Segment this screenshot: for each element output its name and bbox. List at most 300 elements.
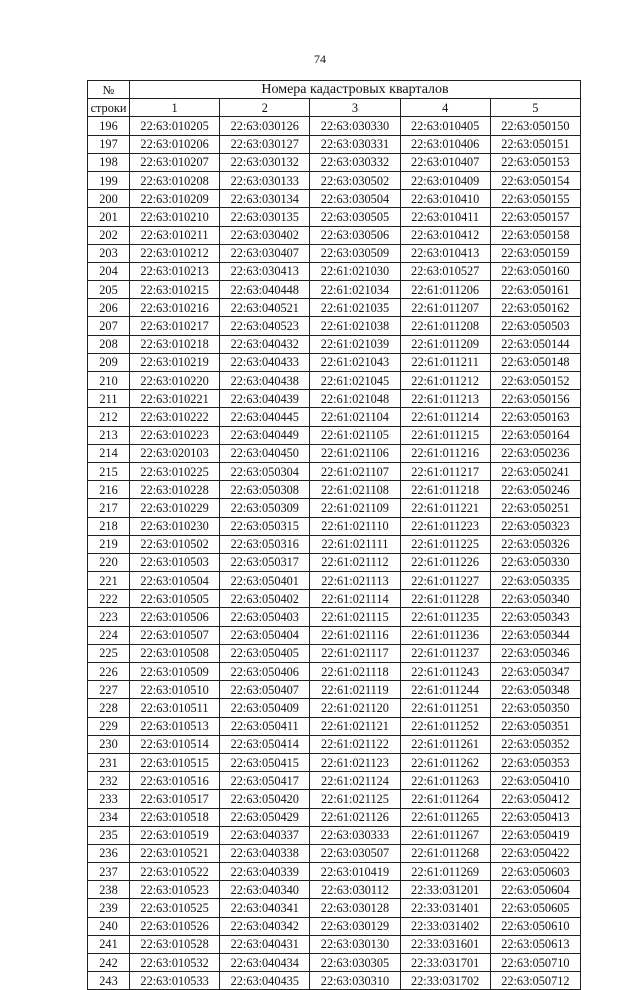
row-number-cell: 230 bbox=[88, 735, 130, 753]
cadastral-number-cell: 22:63:010210 bbox=[130, 208, 220, 226]
cadastral-number-cell: 22:63:030402 bbox=[220, 226, 310, 244]
cadastral-number-cell: 22:63:050422 bbox=[490, 844, 580, 862]
row-number-cell: 214 bbox=[88, 444, 130, 462]
cadastral-number-cell: 22:63:050309 bbox=[220, 499, 310, 517]
cadastral-number-cell: 22:63:050330 bbox=[490, 553, 580, 571]
cadastral-number-cell: 22:63:010505 bbox=[130, 590, 220, 608]
row-number-cell: 218 bbox=[88, 517, 130, 535]
cadastral-number-cell: 22:61:011244 bbox=[400, 681, 490, 699]
cadastral-number-cell: 22:63:010502 bbox=[130, 535, 220, 553]
cadastral-number-cell: 22:63:030132 bbox=[220, 153, 310, 171]
cadastral-number-cell: 22:63:050159 bbox=[490, 244, 580, 262]
cadastral-number-cell: 22:61:021108 bbox=[310, 481, 400, 499]
cadastral-number-cell: 22:63:040435 bbox=[220, 972, 310, 990]
cadastral-number-cell: 22:63:010216 bbox=[130, 299, 220, 317]
cadastral-number-cell: 22:63:050417 bbox=[220, 772, 310, 790]
row-number-cell: 237 bbox=[88, 863, 130, 881]
cadastral-number-cell: 22:63:040523 bbox=[220, 317, 310, 335]
cadastral-number-cell: 22:63:010419 bbox=[310, 863, 400, 881]
row-number-cell: 224 bbox=[88, 626, 130, 644]
cadastral-number-cell: 22:61:011226 bbox=[400, 553, 490, 571]
row-number-cell: 206 bbox=[88, 299, 130, 317]
table-row bbox=[88, 826, 581, 844]
cadastral-number-cell: 22:61:011267 bbox=[400, 826, 490, 844]
cadastral-number-cell: 22:63:030130 bbox=[310, 935, 400, 953]
cadastral-number-cell: 22:61:021121 bbox=[310, 717, 400, 735]
cadastral-number-cell: 22:63:050158 bbox=[490, 226, 580, 244]
cadastral-number-cell: 22:61:021114 bbox=[310, 590, 400, 608]
cadastral-number-cell: 22:63:010218 bbox=[130, 335, 220, 353]
cadastral-number-cell: 22:63:050148 bbox=[490, 353, 580, 371]
cadastral-number-cell: 22:63:020103 bbox=[130, 444, 220, 462]
cadastral-number-cell: 22:63:010519 bbox=[130, 826, 220, 844]
row-number-cell: 231 bbox=[88, 753, 130, 771]
cadastral-number-cell: 22:63:050411 bbox=[220, 717, 310, 735]
table-row bbox=[88, 663, 581, 681]
cadastral-number-cell: 22:63:010406 bbox=[400, 135, 490, 153]
row-number-cell: 201 bbox=[88, 208, 130, 226]
cadastral-number-cell: 22:61:021125 bbox=[310, 790, 400, 808]
cadastral-number-cell: 22:61:011237 bbox=[400, 644, 490, 662]
cadastral-number-cell: 22:63:010412 bbox=[400, 226, 490, 244]
cadastral-number-cell: 22:63:050406 bbox=[220, 663, 310, 681]
row-number-header: № bbox=[88, 81, 130, 99]
cadastral-number-cell: 22:63:030135 bbox=[220, 208, 310, 226]
cadastral-number-cell: 22:63:010516 bbox=[130, 772, 220, 790]
cadastral-number-cell: 22:61:021119 bbox=[310, 681, 400, 699]
table-row bbox=[88, 462, 581, 480]
table-body bbox=[88, 117, 581, 990]
cadastral-number-cell: 22:63:030330 bbox=[310, 117, 400, 135]
table-row bbox=[88, 735, 581, 753]
cadastral-number-cell: 22:63:050340 bbox=[490, 590, 580, 608]
cadastral-number-cell: 22:61:021107 bbox=[310, 462, 400, 480]
cadastral-number-cell: 22:63:010522 bbox=[130, 863, 220, 881]
cadastral-number-cell: 22:63:050152 bbox=[490, 372, 580, 390]
cadastral-number-cell: 22:61:021111 bbox=[310, 535, 400, 553]
cadastral-number-cell: 22:63:030506 bbox=[310, 226, 400, 244]
page-number: 74 bbox=[314, 52, 326, 66]
cadastral-number-cell: 22:63:040449 bbox=[220, 426, 310, 444]
table-row bbox=[88, 372, 581, 390]
cadastral-number-cell: 22:63:010230 bbox=[130, 517, 220, 535]
row-number-cell: 228 bbox=[88, 699, 130, 717]
cadastral-number-cell: 22:63:050605 bbox=[490, 899, 580, 917]
cadastral-number-cell: 22:61:011261 bbox=[400, 735, 490, 753]
cadastral-number-cell: 22:33:031201 bbox=[400, 881, 490, 899]
cadastral-number-cell: 22:63:030332 bbox=[310, 153, 400, 171]
cadastral-number-cell: 22:63:010223 bbox=[130, 426, 220, 444]
cadastral-number-cell: 22:63:030129 bbox=[310, 917, 400, 935]
row-number-cell: 243 bbox=[88, 972, 130, 990]
cadastral-number-cell: 22:33:031702 bbox=[400, 972, 490, 990]
cadastral-number-cell: 22:63:050335 bbox=[490, 572, 580, 590]
cadastral-number-cell: 22:61:021038 bbox=[310, 317, 400, 335]
table-row bbox=[88, 972, 581, 990]
cadastral-number-cell: 22:63:010409 bbox=[400, 171, 490, 189]
cadastral-number-cell: 22:63:030504 bbox=[310, 190, 400, 208]
cadastral-number-cell: 22:63:050409 bbox=[220, 699, 310, 717]
cadastral-number-cell: 22:63:040521 bbox=[220, 299, 310, 317]
cadastral-number-cell: 22:63:030505 bbox=[310, 208, 400, 226]
cadastral-number-cell: 22:61:011227 bbox=[400, 572, 490, 590]
cadastral-number-cell: 22:61:021104 bbox=[310, 408, 400, 426]
cadastral-number-cell: 22:63:050401 bbox=[220, 572, 310, 590]
table-row bbox=[88, 117, 581, 135]
cadastral-number-cell: 22:63:040338 bbox=[220, 844, 310, 862]
cadastral-number-cell: 22:63:010411 bbox=[400, 208, 490, 226]
table-row bbox=[88, 171, 581, 189]
table-row bbox=[88, 753, 581, 771]
table-row bbox=[88, 190, 581, 208]
cadastral-number-cell: 22:63:030507 bbox=[310, 844, 400, 862]
cadastral-number-cell: 22:63:010208 bbox=[130, 171, 220, 189]
cadastral-number-cell: 22:63:050156 bbox=[490, 390, 580, 408]
table-row bbox=[88, 408, 581, 426]
cadastral-number-cell: 22:63:050613 bbox=[490, 935, 580, 953]
cadastral-number-cell: 22:33:031601 bbox=[400, 935, 490, 953]
row-number-cell: 200 bbox=[88, 190, 130, 208]
cadastral-quarters-table bbox=[87, 80, 581, 990]
cadastral-number-cell: 22:61:011212 bbox=[400, 372, 490, 390]
cadastral-number-cell: 22:63:030112 bbox=[310, 881, 400, 899]
cadastral-number-cell: 22:61:011262 bbox=[400, 753, 490, 771]
cadastral-number-cell: 22:63:010503 bbox=[130, 553, 220, 571]
cadastral-number-cell: 22:63:030134 bbox=[220, 190, 310, 208]
cadastral-number-cell: 22:63:050402 bbox=[220, 590, 310, 608]
table-row bbox=[88, 444, 581, 462]
table-row bbox=[88, 863, 581, 881]
cadastral-number-cell: 22:63:050410 bbox=[490, 772, 580, 790]
row-number-cell: 210 bbox=[88, 372, 130, 390]
table-row bbox=[88, 208, 581, 226]
cadastral-number-cell: 22:63:030305 bbox=[310, 954, 400, 972]
cadastral-number-cell: 22:63:040431 bbox=[220, 935, 310, 953]
table-row bbox=[88, 917, 581, 935]
cadastral-number-cell: 22:61:011214 bbox=[400, 408, 490, 426]
row-label-header: строки bbox=[88, 99, 130, 117]
cadastral-number-cell: 22:63:010209 bbox=[130, 190, 220, 208]
row-number-cell: 204 bbox=[88, 262, 130, 280]
cadastral-number-cell: 22:63:040450 bbox=[220, 444, 310, 462]
cadastral-number-cell: 22:63:050323 bbox=[490, 517, 580, 535]
table-row bbox=[88, 535, 581, 553]
cadastral-number-cell: 22:63:010213 bbox=[130, 262, 220, 280]
table-row bbox=[88, 244, 581, 262]
cadastral-number-cell: 22:63:010525 bbox=[130, 899, 220, 917]
row-number-cell: 205 bbox=[88, 281, 130, 299]
cadastral-number-cell: 22:61:021120 bbox=[310, 699, 400, 717]
cadastral-number-cell: 22:63:010212 bbox=[130, 244, 220, 262]
cadastral-number-cell: 22:63:010528 bbox=[130, 935, 220, 953]
table-row bbox=[88, 899, 581, 917]
table-row bbox=[88, 681, 581, 699]
cadastral-number-cell: 22:63:010523 bbox=[130, 881, 220, 899]
cadastral-number-cell: 22:61:021045 bbox=[310, 372, 400, 390]
cadastral-number-cell: 22:63:050304 bbox=[220, 462, 310, 480]
cadastral-number-cell: 22:63:050348 bbox=[490, 681, 580, 699]
cadastral-number-cell: 22:63:010504 bbox=[130, 572, 220, 590]
cadastral-number-cell: 22:63:050415 bbox=[220, 753, 310, 771]
cadastral-number-cell: 22:63:030407 bbox=[220, 244, 310, 262]
cadastral-number-cell: 22:63:040438 bbox=[220, 372, 310, 390]
cadastral-number-cell: 22:63:050404 bbox=[220, 626, 310, 644]
cadastral-number-cell: 22:63:050413 bbox=[490, 808, 580, 826]
cadastral-number-cell: 22:33:031402 bbox=[400, 917, 490, 935]
cadastral-number-cell: 22:63:010225 bbox=[130, 462, 220, 480]
cadastral-number-cell: 22:63:010510 bbox=[130, 681, 220, 699]
cadastral-number-cell: 22:61:011218 bbox=[400, 481, 490, 499]
cadastral-number-cell: 22:61:021106 bbox=[310, 444, 400, 462]
cadastral-number-cell: 22:63:030509 bbox=[310, 244, 400, 262]
cadastral-number-cell: 22:61:021034 bbox=[310, 281, 400, 299]
cadastral-number-cell: 22:61:011243 bbox=[400, 663, 490, 681]
column-header: 3 bbox=[310, 99, 400, 117]
table-row bbox=[88, 153, 581, 171]
cadastral-number-cell: 22:61:021118 bbox=[310, 663, 400, 681]
cadastral-number-cell: 22:63:050351 bbox=[490, 717, 580, 735]
cadastral-number-cell: 22:61:011251 bbox=[400, 699, 490, 717]
cadastral-number-cell: 22:63:050403 bbox=[220, 608, 310, 626]
row-number-cell: 225 bbox=[88, 644, 130, 662]
table-row bbox=[88, 317, 581, 335]
row-number-cell: 197 bbox=[88, 135, 130, 153]
cadastral-number-cell: 22:61:011208 bbox=[400, 317, 490, 335]
cadastral-number-cell: 22:63:040337 bbox=[220, 826, 310, 844]
cadastral-number-cell: 22:61:011223 bbox=[400, 517, 490, 535]
cadastral-number-cell: 22:61:021048 bbox=[310, 390, 400, 408]
cadastral-number-cell: 22:63:010413 bbox=[400, 244, 490, 262]
row-number-cell: 226 bbox=[88, 663, 130, 681]
cadastral-number-cell: 22:61:021035 bbox=[310, 299, 400, 317]
cadastral-number-cell: 22:63:050251 bbox=[490, 499, 580, 517]
cadastral-number-cell: 22:63:050150 bbox=[490, 117, 580, 135]
table-row bbox=[88, 262, 581, 280]
column-header: 2 bbox=[220, 99, 310, 117]
row-number-cell: 236 bbox=[88, 844, 130, 862]
row-number-cell: 207 bbox=[88, 317, 130, 335]
cadastral-number-cell: 22:63:030126 bbox=[220, 117, 310, 135]
cadastral-number-cell: 22:61:011209 bbox=[400, 335, 490, 353]
row-number-cell: 216 bbox=[88, 481, 130, 499]
cadastral-number-cell: 22:63:040342 bbox=[220, 917, 310, 935]
cadastral-number-cell: 22:63:010407 bbox=[400, 153, 490, 171]
cadastral-number-cell: 22:63:010410 bbox=[400, 190, 490, 208]
cadastral-number-cell: 22:63:050414 bbox=[220, 735, 310, 753]
cadastral-number-cell: 22:63:010220 bbox=[130, 372, 220, 390]
table-row bbox=[88, 517, 581, 535]
row-number-cell: 220 bbox=[88, 553, 130, 571]
table-row bbox=[88, 553, 581, 571]
cadastral-number-cell: 22:63:050407 bbox=[220, 681, 310, 699]
cadastral-number-cell: 22:63:010532 bbox=[130, 954, 220, 972]
cadastral-number-cell: 22:63:050162 bbox=[490, 299, 580, 317]
cadastral-number-cell: 22:61:011263 bbox=[400, 772, 490, 790]
cadastral-number-cell: 22:63:030331 bbox=[310, 135, 400, 153]
cadastral-number-cell: 22:61:011228 bbox=[400, 590, 490, 608]
cadastral-number-cell: 22:63:010217 bbox=[130, 317, 220, 335]
table-row bbox=[88, 790, 581, 808]
table-row bbox=[88, 935, 581, 953]
cadastral-number-cell: 22:61:021113 bbox=[310, 572, 400, 590]
row-number-cell: 240 bbox=[88, 917, 130, 935]
table-header bbox=[88, 81, 581, 117]
cadastral-number-cell: 22:63:050344 bbox=[490, 626, 580, 644]
cadastral-number-cell: 22:61:011221 bbox=[400, 499, 490, 517]
group-header: Номера кадастровых кварталов bbox=[130, 81, 581, 99]
cadastral-number-cell: 22:63:040445 bbox=[220, 408, 310, 426]
cadastral-number-cell: 22:61:011264 bbox=[400, 790, 490, 808]
cadastral-number-cell: 22:61:021116 bbox=[310, 626, 400, 644]
cadastral-number-cell: 22:61:021105 bbox=[310, 426, 400, 444]
cadastral-number-cell: 22:63:010221 bbox=[130, 390, 220, 408]
cadastral-number-cell: 22:63:030502 bbox=[310, 171, 400, 189]
cadastral-number-cell: 22:63:040433 bbox=[220, 353, 310, 371]
cadastral-number-cell: 22:63:050350 bbox=[490, 699, 580, 717]
cadastral-number-cell: 22:63:050347 bbox=[490, 663, 580, 681]
table-row bbox=[88, 135, 581, 153]
row-number-cell: 203 bbox=[88, 244, 130, 262]
cadastral-number-cell: 22:63:050317 bbox=[220, 553, 310, 571]
table-row bbox=[88, 808, 581, 826]
cadastral-number-cell: 22:63:050160 bbox=[490, 262, 580, 280]
cadastral-number-cell: 22:63:010515 bbox=[130, 753, 220, 771]
cadastral-number-cell: 22:63:030413 bbox=[220, 262, 310, 280]
cadastral-number-cell: 22:63:030333 bbox=[310, 826, 400, 844]
cadastral-number-cell: 22:63:050419 bbox=[490, 826, 580, 844]
row-number-cell: 199 bbox=[88, 171, 130, 189]
cadastral-number-cell: 22:63:050151 bbox=[490, 135, 580, 153]
cadastral-number-cell: 22:63:040434 bbox=[220, 954, 310, 972]
table-row bbox=[88, 499, 581, 517]
cadastral-number-cell: 22:61:011213 bbox=[400, 390, 490, 408]
cadastral-number-cell: 22:61:011207 bbox=[400, 299, 490, 317]
row-number-cell: 235 bbox=[88, 826, 130, 844]
column-header: 1 bbox=[130, 99, 220, 117]
cadastral-number-cell: 22:33:031701 bbox=[400, 954, 490, 972]
cadastral-number-cell: 22:63:050405 bbox=[220, 644, 310, 662]
row-number-cell: 234 bbox=[88, 808, 130, 826]
cadastral-number-cell: 22:63:010517 bbox=[130, 790, 220, 808]
column-header: 5 bbox=[490, 99, 580, 117]
cadastral-number-cell: 22:63:010509 bbox=[130, 663, 220, 681]
table-row bbox=[88, 626, 581, 644]
cadastral-number-cell: 22:63:040439 bbox=[220, 390, 310, 408]
cadastral-number-cell: 22:63:010533 bbox=[130, 972, 220, 990]
cadastral-number-cell: 22:63:050712 bbox=[490, 972, 580, 990]
cadastral-number-cell: 22:61:021043 bbox=[310, 353, 400, 371]
row-number-cell: 222 bbox=[88, 590, 130, 608]
cadastral-number-cell: 22:63:050420 bbox=[220, 790, 310, 808]
row-number-cell: 238 bbox=[88, 881, 130, 899]
cadastral-number-cell: 22:63:030133 bbox=[220, 171, 310, 189]
cadastral-number-cell: 22:63:050144 bbox=[490, 335, 580, 353]
cadastral-number-cell: 22:63:010219 bbox=[130, 353, 220, 371]
cadastral-number-cell: 22:61:021115 bbox=[310, 608, 400, 626]
cadastral-number-cell: 22:63:010211 bbox=[130, 226, 220, 244]
cadastral-number-cell: 22:63:010514 bbox=[130, 735, 220, 753]
cadastral-number-cell: 22:61:021122 bbox=[310, 735, 400, 753]
row-number-cell: 209 bbox=[88, 353, 130, 371]
column-header: 4 bbox=[400, 99, 490, 117]
cadastral-number-cell: 22:61:021124 bbox=[310, 772, 400, 790]
table-row bbox=[88, 281, 581, 299]
row-number-cell: 223 bbox=[88, 608, 130, 626]
cadastral-number-cell: 22:61:021110 bbox=[310, 517, 400, 535]
cadastral-number-cell: 22:61:021123 bbox=[310, 753, 400, 771]
cadastral-number-cell: 22:33:031401 bbox=[400, 899, 490, 917]
cadastral-number-cell: 22:63:050343 bbox=[490, 608, 580, 626]
cadastral-number-cell: 22:63:010207 bbox=[130, 153, 220, 171]
table-row bbox=[88, 608, 581, 626]
cadastral-number-cell: 22:61:011215 bbox=[400, 426, 490, 444]
cadastral-number-cell: 22:61:011269 bbox=[400, 863, 490, 881]
table-row bbox=[88, 226, 581, 244]
cadastral-number-cell: 22:61:021039 bbox=[310, 335, 400, 353]
cadastral-number-cell: 22:63:050241 bbox=[490, 462, 580, 480]
cadastral-number-cell: 22:61:021126 bbox=[310, 808, 400, 826]
cadastral-number-cell: 22:61:011265 bbox=[400, 808, 490, 826]
cadastral-number-cell: 22:63:010513 bbox=[130, 717, 220, 735]
cadastral-number-cell: 22:63:030127 bbox=[220, 135, 310, 153]
row-number-cell: 232 bbox=[88, 772, 130, 790]
cadastral-number-cell: 22:63:050604 bbox=[490, 881, 580, 899]
cadastral-number-cell: 22:63:050236 bbox=[490, 444, 580, 462]
cadastral-number-cell: 22:61:011252 bbox=[400, 717, 490, 735]
cadastral-number-cell: 22:61:011206 bbox=[400, 281, 490, 299]
cadastral-number-cell: 22:63:050316 bbox=[220, 535, 310, 553]
cadastral-number-cell: 22:61:021117 bbox=[310, 644, 400, 662]
cadastral-number-cell: 22:63:010518 bbox=[130, 808, 220, 826]
row-number-cell: 208 bbox=[88, 335, 130, 353]
table-row bbox=[88, 881, 581, 899]
cadastral-number-cell: 22:63:050155 bbox=[490, 190, 580, 208]
table-row bbox=[88, 572, 581, 590]
row-number-cell: 227 bbox=[88, 681, 130, 699]
row-number-cell: 215 bbox=[88, 462, 130, 480]
cadastral-number-cell: 22:63:050308 bbox=[220, 481, 310, 499]
cadastral-number-cell: 22:63:040341 bbox=[220, 899, 310, 917]
cadastral-number-cell: 22:63:050161 bbox=[490, 281, 580, 299]
cadastral-number-cell: 22:63:050429 bbox=[220, 808, 310, 826]
cadastral-number-cell: 22:63:010405 bbox=[400, 117, 490, 135]
row-number-cell: 196 bbox=[88, 117, 130, 135]
cadastral-number-cell: 22:61:011216 bbox=[400, 444, 490, 462]
cadastral-number-cell: 22:63:040340 bbox=[220, 881, 310, 899]
table-row bbox=[88, 590, 581, 608]
row-number-cell: 211 bbox=[88, 390, 130, 408]
cadastral-number-cell: 22:63:050246 bbox=[490, 481, 580, 499]
row-number-cell: 241 bbox=[88, 935, 130, 953]
cadastral-number-cell: 22:63:050610 bbox=[490, 917, 580, 935]
table-row bbox=[88, 390, 581, 408]
cadastral-number-cell: 22:61:011217 bbox=[400, 462, 490, 480]
cadastral-number-cell: 22:61:011236 bbox=[400, 626, 490, 644]
table-row bbox=[88, 717, 581, 735]
table-row bbox=[88, 644, 581, 662]
cadastral-number-cell: 22:61:011235 bbox=[400, 608, 490, 626]
table-row bbox=[88, 353, 581, 371]
cadastral-number-cell: 22:63:030310 bbox=[310, 972, 400, 990]
row-number-cell: 219 bbox=[88, 535, 130, 553]
cadastral-number-cell: 22:63:010507 bbox=[130, 626, 220, 644]
cadastral-number-cell: 22:63:050710 bbox=[490, 954, 580, 972]
cadastral-number-cell: 22:63:030128 bbox=[310, 899, 400, 917]
row-number-cell: 212 bbox=[88, 408, 130, 426]
cadastral-number-cell: 22:63:010527 bbox=[400, 262, 490, 280]
table-row bbox=[88, 335, 581, 353]
cadastral-number-cell: 22:63:010206 bbox=[130, 135, 220, 153]
